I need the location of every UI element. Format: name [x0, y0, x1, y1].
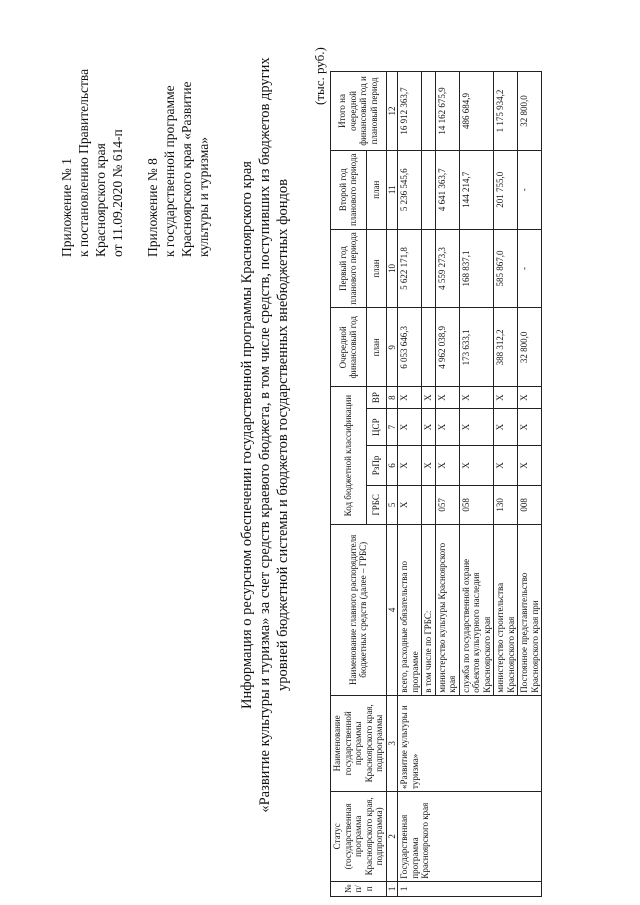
- appendix-line: Приложение № 8: [145, 158, 160, 257]
- grbs-cell: 057: [435, 485, 459, 524]
- header-num: № п/п: [331, 881, 387, 896]
- year2-cell: 144 214,7: [459, 150, 494, 229]
- total-cell: 16 912 363,7: [398, 72, 422, 151]
- column-number: 12: [386, 72, 398, 151]
- year0-cell: 6 053 646,3: [398, 308, 422, 387]
- vr-cell: Х: [518, 387, 542, 409]
- admin-name-cell: Постоянное представительство Красноярского края при: [518, 525, 542, 696]
- header-plan: план: [366, 308, 386, 387]
- header-year0: Очередной финансовый год: [331, 308, 367, 387]
- year1-cell: 168 837,1: [459, 229, 494, 308]
- appendix-line: к постановлению Правительства: [76, 68, 91, 257]
- column-number: 4: [386, 525, 398, 696]
- year0-cell: 173 633,1: [459, 308, 494, 387]
- csr-cell: Х: [459, 409, 494, 446]
- appendix-line: культуры и туризма»: [196, 137, 211, 257]
- rzpr-cell: Х: [435, 446, 459, 485]
- header-plan: план: [366, 150, 386, 229]
- column-number: 7: [386, 409, 398, 446]
- status-cell: Государственная программа Красноярского края: [398, 791, 542, 881]
- year0-cell: 4 962 038,9: [435, 308, 459, 387]
- title-line: уровней бюджетной системы и бюджетов государственных внебюджетных фондов: [275, 178, 291, 692]
- vr-cell: Х: [435, 387, 459, 409]
- header-rzpr: РзПр: [366, 446, 386, 485]
- year1-cell: 4 559 273,3: [435, 229, 459, 308]
- header-year2: Второй год планового периода: [331, 150, 367, 229]
- appendix-line: Приложение № 1: [59, 158, 74, 257]
- year2-cell: 201 755,0: [494, 150, 518, 229]
- column-number: 9: [386, 308, 398, 387]
- header-vr: ВР: [366, 387, 386, 409]
- grbs-cell: 008: [518, 485, 542, 524]
- header-grbs: ГРБС: [366, 485, 386, 524]
- csr-cell: Х: [398, 409, 422, 446]
- total-cell: 486 684,9: [459, 72, 494, 151]
- year0-cell: 32 800,0: [518, 308, 542, 387]
- column-number: 10: [386, 229, 398, 308]
- row-number: 1: [398, 881, 542, 896]
- csr-cell: Х: [422, 409, 436, 446]
- header-total: Итого на очередной финансовый год и плановый период: [331, 72, 387, 151]
- vr-cell: Х: [494, 387, 518, 409]
- admin-name-cell: министерство строительства Красноярского края: [494, 525, 518, 696]
- header-plan: план: [366, 229, 386, 308]
- year2-cell: -: [518, 150, 542, 229]
- year0-cell: [422, 308, 436, 387]
- appendix-line: Красноярского края «Развитие: [179, 81, 194, 257]
- total-cell: 1 175 934,2: [494, 72, 518, 151]
- appendix-line: Красноярского края: [93, 143, 108, 257]
- column-number: 8: [386, 387, 398, 409]
- year2-cell: 4 641 363,7: [435, 150, 459, 229]
- total-cell: 14 162 675,9: [435, 72, 459, 151]
- column-number: 5: [386, 485, 398, 524]
- header-year1: Первый год планового периода: [331, 229, 367, 308]
- rzpr-cell: Х: [422, 446, 436, 485]
- total-cell: [422, 72, 436, 151]
- year1-cell: 5 622 171,8: [398, 229, 422, 308]
- header-row: [331, 72, 367, 897]
- table-row: [398, 72, 422, 897]
- column-number: 3: [386, 695, 398, 791]
- csr-cell: Х: [518, 409, 542, 446]
- csr-cell: Х: [435, 409, 459, 446]
- total-cell: 32 800,0: [518, 72, 542, 151]
- admin-name-cell: министерство культуры Красноярского края: [435, 525, 459, 696]
- admin-name-cell: служба по государственной охране объектов культурного наследия Красноярского края: [459, 525, 494, 696]
- units-label: (тыс. руб.): [312, 47, 327, 105]
- header-csr: ЦСР: [366, 409, 386, 446]
- header-code-group: Код бюджетной классификации: [331, 387, 367, 525]
- year1-cell: [422, 229, 436, 308]
- grbs-cell: Х: [398, 485, 422, 524]
- header-program-name: Наименование государственной программы Красноярского края, подпрограммы: [331, 695, 387, 791]
- title-line: «Развитие культуры и туризма» за счет средств краевого бюджета, в том числе средств, поступивших из бюджетов других: [257, 57, 273, 813]
- document-title: [238, 5, 292, 865]
- admin-name-cell: в том числе по ГРБС:: [422, 525, 436, 696]
- vr-cell: Х: [459, 387, 494, 409]
- resource-table: [330, 71, 542, 897]
- vr-cell: Х: [398, 387, 422, 409]
- year0-cell: 388 312,2: [494, 308, 518, 387]
- rzpr-cell: Х: [494, 446, 518, 485]
- grbs-cell: 058: [459, 485, 494, 524]
- column-number: 2: [386, 791, 398, 881]
- appendix-line: к государственной программе: [162, 85, 177, 257]
- year1-cell: -: [518, 229, 542, 308]
- column-number: 1: [386, 881, 398, 896]
- year2-cell: 5 236 545,6: [398, 150, 422, 229]
- program-cell: «Развитие культуры и туризма»: [398, 695, 542, 791]
- column-number: 11: [386, 150, 398, 229]
- year2-cell: [422, 150, 436, 229]
- appendix-block: [58, 17, 212, 257]
- year1-cell: 585 867,0: [494, 229, 518, 308]
- header-admin-name: Наименование главного распорядителя бюджетных средств (далее – ГРБС): [331, 525, 387, 696]
- header-status: Статус (государственная программа Красноярского края, подпрограмма): [331, 791, 387, 881]
- column-number-row: [386, 72, 398, 897]
- appendix-line: от 11.09.2020 № 614-п: [110, 129, 125, 257]
- admin-name-cell: всего, расходные обязательства по программе: [398, 525, 422, 696]
- rzpr-cell: Х: [398, 446, 422, 485]
- column-number: 6: [386, 446, 398, 485]
- vr-cell: Х: [422, 387, 436, 409]
- rzpr-cell: Х: [459, 446, 494, 485]
- grbs-cell: 130: [494, 485, 518, 524]
- grbs-cell: [422, 485, 436, 524]
- title-line: Информация о ресурсном обеспечении государственной программы Красноярского края: [239, 161, 255, 709]
- csr-cell: Х: [494, 409, 518, 446]
- rzpr-cell: Х: [518, 446, 542, 485]
